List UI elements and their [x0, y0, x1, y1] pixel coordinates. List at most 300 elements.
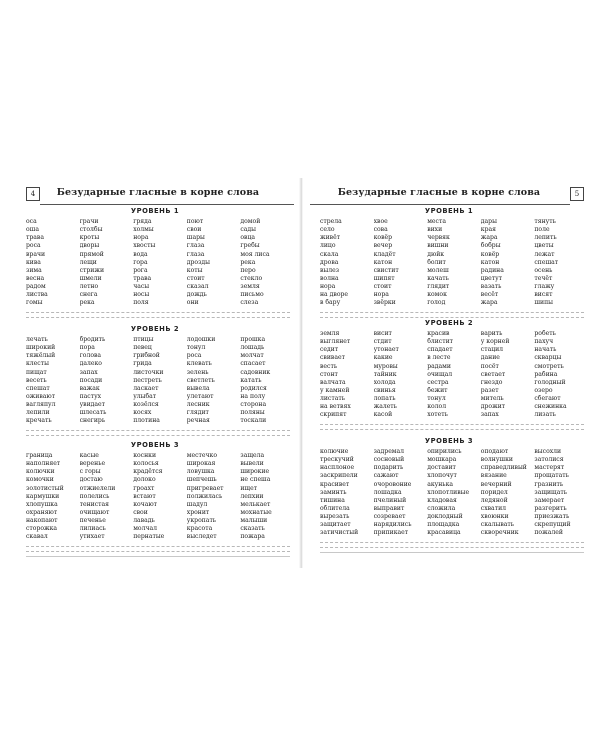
word: волна — [320, 274, 339, 282]
word: носы — [133, 291, 150, 299]
left-page-title: Безударные гласные в корне слова — [56, 187, 260, 198]
word: посёт — [480, 362, 499, 370]
word: клевать — [186, 360, 212, 368]
level-heading: УРОВЕНЬ 1 — [130, 207, 180, 215]
word: глаза — [186, 242, 205, 250]
word: спешат — [26, 384, 50, 392]
word: разет — [480, 386, 499, 394]
word: доставит — [427, 464, 456, 472]
word: светает — [480, 370, 506, 378]
word: насплоное — [320, 464, 355, 472]
word: грачи — [79, 218, 99, 225]
word: скрепущий — [534, 521, 571, 529]
word: грибной — [133, 352, 160, 360]
right-page — [310, 178, 588, 568]
word: висят — [534, 291, 553, 299]
word: весеть — [26, 376, 47, 384]
word: перо — [240, 266, 256, 274]
word: крадётся — [133, 468, 163, 476]
word: гразнить — [534, 480, 564, 488]
word: жара — [480, 299, 498, 307]
word: вишни — [427, 242, 449, 250]
word: приезжать — [534, 513, 570, 521]
word: созревает — [373, 513, 406, 521]
word: нора — [320, 283, 336, 291]
word: прощатать — [534, 472, 569, 480]
word: козёлся — [133, 401, 159, 409]
word: тяжёлый — [26, 352, 56, 360]
word: лизать — [534, 411, 556, 419]
writing-line — [320, 424, 584, 425]
word: голод — [427, 299, 446, 307]
word: лодошки — [186, 336, 216, 343]
word: ищет — [240, 484, 258, 492]
word: поле — [534, 226, 550, 234]
word: холмы — [133, 226, 154, 234]
word: долоко — [133, 476, 156, 484]
word: на дворе — [320, 291, 348, 299]
word: у корней — [480, 338, 510, 346]
word: земля — [320, 330, 340, 337]
word: письмо — [240, 291, 264, 299]
word-column — [240, 218, 294, 308]
writing-line — [26, 317, 290, 318]
word: оподают — [480, 448, 509, 455]
word: часы — [133, 283, 150, 291]
word: свои — [133, 508, 148, 516]
word: золотистый — [26, 484, 64, 492]
word: увидает — [79, 401, 106, 409]
word: широкий — [26, 344, 56, 352]
word: хвоюнки — [480, 513, 509, 521]
word: прямой — [79, 250, 104, 258]
word: замерает — [534, 496, 565, 504]
word: вечерний — [480, 480, 512, 488]
writing-line — [26, 435, 290, 436]
word: светлеть — [186, 376, 215, 384]
writing-line — [320, 312, 584, 313]
word: певец — [133, 344, 152, 352]
word: красота — [186, 525, 213, 533]
word-column — [133, 452, 187, 542]
word: бобры — [480, 242, 501, 250]
word: нора — [373, 291, 389, 299]
word: гребы — [240, 242, 260, 250]
word: шадул — [186, 500, 208, 508]
word: кроты — [79, 234, 100, 242]
word: грядa — [133, 218, 152, 225]
word: на полу — [240, 392, 266, 400]
word: садовник — [240, 368, 271, 376]
word: скавал — [26, 533, 48, 541]
word: красив — [427, 330, 450, 337]
word: поридел — [480, 488, 508, 496]
word-column — [374, 330, 428, 420]
word: схватил — [480, 504, 506, 512]
word: листва — [26, 291, 48, 299]
word: шепчешь — [186, 476, 217, 484]
word: выправит — [373, 504, 405, 512]
word: свинья — [373, 386, 396, 394]
writing-line — [26, 551, 290, 552]
word: широкие — [240, 468, 270, 476]
word: стрела — [320, 218, 342, 225]
word: затичистый — [320, 529, 359, 537]
right-page-header — [310, 186, 588, 202]
word: червяк — [427, 234, 450, 242]
word: кладёт — [373, 250, 396, 258]
word: вылез — [320, 266, 340, 274]
word: сложила — [427, 504, 456, 512]
word: тянуть — [534, 218, 556, 225]
word-columns — [310, 330, 588, 420]
word: листочки — [133, 368, 164, 376]
word: начать — [534, 346, 557, 354]
word: далеко — [79, 360, 102, 368]
word: печенье — [79, 517, 106, 525]
word: дрожит — [480, 403, 506, 411]
word-column — [481, 448, 535, 538]
level-heading: УРОВЕНЬ 3 — [130, 441, 180, 449]
word: вихи — [427, 226, 443, 234]
word: тишина — [320, 496, 345, 504]
word: скварцы — [534, 354, 562, 362]
word-column — [26, 452, 80, 542]
word: встают — [133, 492, 156, 500]
word: широкая — [186, 460, 216, 468]
word: домой — [240, 218, 261, 225]
word: хвое — [373, 218, 388, 225]
word: врачи — [26, 250, 46, 258]
word: колол — [427, 403, 447, 411]
right-level-1 — [310, 206, 588, 318]
word: дворы — [79, 242, 100, 250]
word: пищат — [26, 368, 47, 376]
word: сажают — [373, 472, 399, 480]
writing-line — [26, 312, 290, 313]
word-column — [374, 218, 428, 308]
word: стекло — [240, 274, 263, 282]
right-level-3 — [310, 436, 588, 553]
word: качать — [427, 274, 449, 282]
writing-line — [320, 552, 584, 553]
word-column — [187, 218, 241, 308]
word: дары — [480, 218, 497, 225]
word: пожара — [240, 533, 265, 541]
word: сторона — [240, 401, 267, 409]
word: жара — [480, 234, 498, 242]
word: коснки — [133, 452, 157, 459]
word-column — [374, 448, 428, 538]
word-column — [427, 218, 481, 308]
word: кочают — [133, 500, 158, 508]
word: лечать — [26, 336, 48, 343]
word: скала — [320, 250, 339, 258]
word: дрова — [320, 258, 339, 266]
word: пахуч — [534, 338, 554, 346]
word: молчал — [133, 525, 158, 533]
word-column — [320, 330, 374, 420]
level-heading: УРОВЕНЬ 2 — [130, 325, 180, 333]
word: листать — [320, 395, 346, 403]
word: отжиелели — [79, 484, 116, 492]
word: разгерить — [534, 504, 567, 512]
word: сказать — [240, 525, 265, 533]
word: охраняют — [26, 508, 58, 516]
word: скалывать — [480, 521, 515, 529]
word: сбегают — [534, 395, 561, 403]
word: местечко — [186, 452, 218, 459]
word: гнездо — [480, 378, 503, 386]
word: тоскали — [240, 417, 267, 425]
word: полжилась — [186, 492, 223, 500]
word-column — [240, 336, 294, 426]
word: мохнатые — [240, 508, 272, 516]
word: весна — [26, 274, 45, 282]
word: пожалей — [534, 529, 563, 537]
word: трескучий — [320, 456, 354, 464]
word: лошадь — [240, 344, 265, 352]
word: лицо — [320, 242, 336, 250]
word: весёт — [480, 291, 499, 299]
word: сторожка — [26, 525, 58, 533]
word: акунька — [427, 480, 454, 488]
word: снежинка — [534, 403, 567, 411]
word: село — [320, 226, 335, 234]
word-column — [133, 336, 187, 426]
word-column — [187, 336, 241, 426]
word: лилиась — [79, 525, 106, 533]
word: вода — [133, 250, 148, 258]
word: площадка — [427, 521, 460, 529]
word: красивет — [320, 480, 350, 488]
word: хронит — [186, 508, 210, 516]
word: скрипят — [320, 411, 347, 419]
word: скворечник — [480, 529, 519, 537]
word: волнушки — [480, 456, 513, 464]
header-rule — [40, 204, 294, 205]
word: висит — [373, 330, 392, 337]
word: пернатые — [133, 533, 165, 541]
word-columns — [16, 336, 294, 426]
word: гроахт — [133, 484, 155, 492]
word: робеть — [534, 330, 556, 337]
word: моя лиса — [240, 250, 270, 258]
word: пригревает — [186, 484, 224, 492]
word: вязание — [480, 472, 507, 480]
word: малыши — [240, 517, 268, 525]
word-column — [427, 330, 481, 420]
word: мошкара — [427, 456, 457, 464]
word: тонул — [427, 395, 446, 403]
word: живёт — [320, 234, 341, 242]
word: птицы — [133, 336, 154, 343]
word: стацил — [480, 346, 504, 354]
word: болит — [427, 258, 446, 266]
word: дание — [480, 354, 500, 362]
left-level-3 — [16, 440, 294, 557]
word: лавадь — [133, 517, 155, 525]
word: бежит — [427, 386, 448, 394]
right-page-title: Безударные гласные в корне слова — [337, 187, 541, 198]
word: пора — [79, 344, 95, 352]
word: комок — [427, 291, 447, 299]
word: зелень — [186, 368, 209, 376]
word: грида — [133, 360, 152, 368]
word: катон — [373, 258, 393, 266]
word: веренье — [79, 460, 106, 468]
word: оса — [26, 218, 37, 225]
word-column — [133, 218, 187, 308]
word: посади — [79, 376, 103, 384]
word: гора — [133, 258, 148, 266]
word: лопать — [373, 395, 396, 403]
word: овца — [240, 234, 256, 242]
word: лесник — [186, 401, 210, 409]
word: мелькает — [240, 500, 271, 508]
word: стрижи — [79, 266, 105, 274]
word: лещи — [79, 258, 97, 266]
word: клесты — [26, 360, 49, 368]
word: укропать — [186, 517, 217, 525]
word: родился — [240, 384, 267, 392]
word: шипят — [373, 274, 395, 282]
word-columns — [16, 218, 294, 308]
word: хотеть — [427, 411, 448, 419]
word: катон — [480, 258, 500, 266]
word: седит — [320, 346, 339, 354]
word: тонул — [186, 344, 206, 352]
word: сосновый — [373, 456, 405, 464]
word: улетают — [186, 392, 214, 400]
word: глажу — [534, 283, 555, 291]
word-columns — [310, 218, 588, 308]
word: хлопочут — [427, 472, 457, 480]
word: доклодный — [427, 513, 463, 521]
level-heading: УРОВЕНЬ 2 — [424, 319, 474, 327]
word: сестра — [427, 378, 449, 386]
word: дождь — [186, 291, 207, 299]
word: голодный — [534, 378, 566, 386]
word: косях — [133, 409, 152, 417]
word: стонт — [320, 370, 338, 378]
word: очоровоние — [373, 480, 412, 488]
writing-line — [26, 556, 290, 557]
word: тенистая — [79, 500, 109, 508]
word: хлопотливые — [427, 488, 470, 496]
word: тайник — [373, 370, 397, 378]
word: ковёр — [373, 234, 393, 242]
word: у камней — [320, 386, 350, 394]
word: шмели — [79, 274, 102, 282]
word: высохли — [534, 448, 562, 455]
word: стоит — [373, 283, 392, 291]
left-page-header — [16, 186, 294, 202]
word: вагляпул — [26, 401, 56, 409]
word: ласкает — [133, 384, 159, 392]
word: река — [79, 299, 95, 307]
word: полелись — [79, 492, 110, 500]
word: припикает — [373, 529, 409, 537]
left-page-number: 4 — [26, 187, 40, 201]
word-column — [80, 218, 134, 308]
left-level-2 — [16, 324, 294, 436]
word: лежат — [534, 250, 555, 258]
word: оживают — [26, 392, 56, 400]
writing-line — [26, 546, 290, 547]
word: в бару — [320, 299, 341, 307]
word: трава — [133, 274, 152, 282]
word: плотина — [133, 417, 160, 425]
word: улыбат — [133, 392, 157, 400]
word: голова — [79, 352, 102, 360]
word: подарить — [373, 464, 404, 472]
word: с горы — [79, 468, 101, 476]
word: вырезать — [320, 513, 350, 521]
word: они — [186, 299, 199, 307]
word-column — [26, 218, 80, 308]
word: река — [240, 258, 256, 266]
word-column — [187, 452, 241, 542]
word: красавица — [427, 529, 461, 537]
word: границa — [26, 452, 53, 459]
word: выглянет — [320, 338, 351, 346]
right-page-number: 5 — [570, 187, 584, 201]
word: шлесать — [79, 409, 107, 417]
word-column — [427, 448, 481, 538]
word: трава — [26, 234, 44, 242]
word: дюйк — [427, 250, 445, 258]
word-columns — [310, 448, 588, 538]
word: рога — [133, 266, 148, 274]
word: весть — [320, 362, 338, 370]
word: стдит — [373, 338, 392, 346]
word: заминть — [320, 488, 347, 496]
word: цветы — [534, 242, 554, 250]
word-column — [26, 336, 80, 426]
word: места — [427, 218, 446, 225]
word: лошадка — [373, 488, 402, 496]
word: утонает — [373, 346, 399, 354]
word-column — [481, 330, 535, 420]
word: шипы — [534, 299, 554, 307]
word: комочки — [26, 476, 54, 484]
word-column — [534, 448, 588, 538]
word: глядит — [427, 283, 450, 291]
word: жалеть — [373, 403, 397, 411]
word: пастух — [79, 392, 102, 400]
word: свистит — [373, 266, 399, 274]
word: спешат — [534, 258, 559, 266]
word: какие — [373, 354, 393, 362]
writing-line — [26, 430, 290, 431]
word: сова — [373, 226, 388, 234]
writing-line — [320, 547, 584, 548]
word: выследет — [186, 533, 217, 541]
book-gutter — [299, 178, 303, 568]
word: хлопушка — [26, 500, 58, 508]
word: ловушка — [186, 468, 215, 476]
word: коты — [186, 266, 203, 274]
word: не спеша — [240, 476, 271, 484]
word: облитела — [320, 504, 350, 512]
left-page — [16, 178, 294, 568]
word: кармушки — [26, 492, 60, 500]
word: речная — [186, 417, 210, 425]
word: нарядились — [373, 521, 412, 529]
level-heading: УРОВЕНЬ 1 — [424, 207, 474, 215]
word: глаза — [186, 250, 205, 258]
